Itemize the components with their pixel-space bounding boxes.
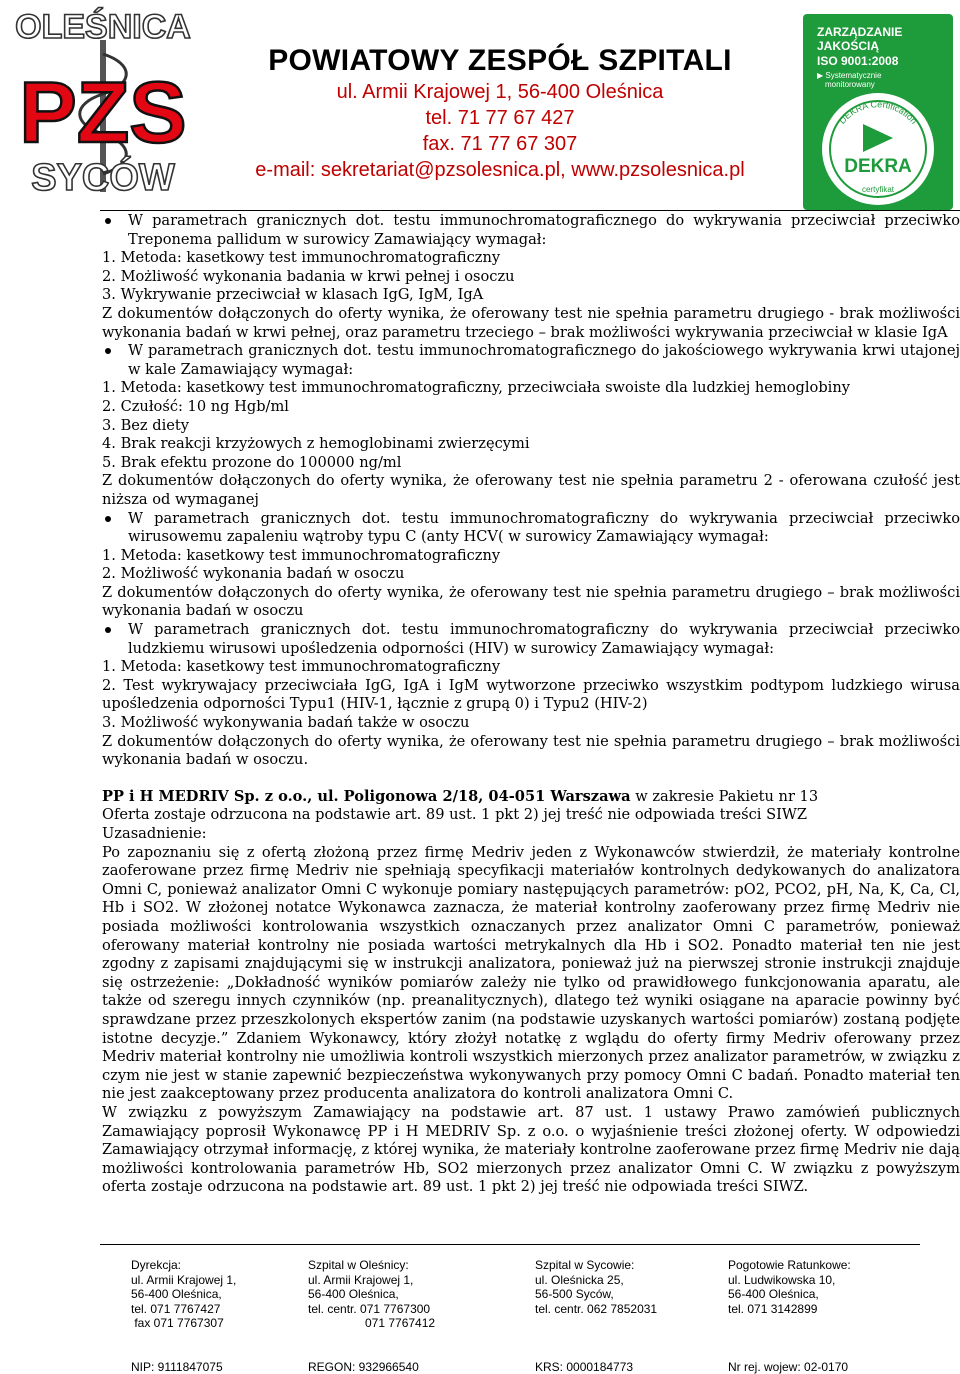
institution-address: ul. Armii Krajowej 1, 56-400 Oleśnica [336, 81, 664, 103]
body-paragraph: 3. Możliwość wykonywania badań także w osoczu [102, 714, 470, 732]
footer-line: fax 071 7767307 [131, 1316, 224, 1331]
body-paragraph: 2. Czułość: 10 ng Hgb/ml [102, 397, 289, 415]
institution-tel: tel. 71 77 67 427 [425, 107, 575, 129]
bullet-paragraph: W parametrach granicznych dot. testu immunochromatograficznego do jakościowego wykrywania krwi utajonej w kale Zamawiający wymagał: [102, 342, 960, 379]
body-paragraph: 1. Metoda: kasetkowy test immunochromatograficzny [102, 546, 501, 564]
body-paragraph: Z dokumentów dołączonych do oferty wynika, że oferowany test nie spełnia parametru drugiego – brak możliwości wykonania badań w osoczu. [102, 732, 960, 769]
footer-nr-rej: Nr rej. wojew: 02-0170 [728, 1360, 849, 1374]
dekra-brand: DEKRA [844, 156, 912, 177]
footer-line: 071 7767412 [365, 1316, 436, 1331]
footer-line: ul. Oleśnicka 25, [535, 1272, 624, 1287]
document-body [102, 212, 960, 1197]
body-paragraph: 4. Brak reakcji krzyżowych z hemoglobinami zwierzęcymi [102, 435, 530, 453]
bullet-paragraph: W parametrach granicznych dot. testu immunochromatograficzny do wykrywania przeciwciał przeciwko ludzkiemu wirusowi upośledzenia odporności (HIV) w surowicy Zamawiający wymagał: [102, 621, 960, 658]
iso-line3: ISO 9001:2008 [817, 54, 899, 68]
footer-line: 56-400 Oleśnica, [728, 1287, 819, 1302]
iso-line4: ▶ Systematycznie [817, 71, 882, 80]
footer-line: tel. 071 7767427 [131, 1301, 221, 1316]
iso-small-text: certyfikat [861, 185, 895, 194]
footer-dyrekcja [131, 1258, 236, 1331]
institution-name: POWIATOWY ZESPÓŁ SZPITALI [268, 44, 732, 77]
footer-szpital-sycow [535, 1258, 657, 1316]
body-paragraph: 2. Możliwość wykonania badań w osoczu [102, 565, 405, 583]
body-paragraph: 5. Brak efektu prozone do 100000 ng/ml [102, 453, 402, 471]
footer-line: ul. Armii Krajowej 1, [308, 1272, 414, 1287]
footer-line: tel. centr. 062 7852031 [535, 1301, 658, 1316]
paragraph-gap [102, 770, 960, 788]
institution-email: e-mail: sekretariat@pzsolesnica.pl, www.pzsolesnica.pl [255, 159, 745, 181]
body-paragraph: Po zapoznaniu się z ofertą złożoną przez firmę Medriv jeden z Wykonawców stwierdził, że materiały kontrolne zaoferowane przez firmę Medriv nie spełniają specyfikacji materiałów kontrolnych dedykowanych do analizatora Omni C, ponieważ analizator Omni C wykonuje pomiary następujących parametrów: pO2, PCO2, pH, Na, K, Ca, Cl, Hb i SO2. W złożonej notatce Wykonawca zaznacza, że materiał kontrolny zaoferowany przez firmę Medriv nie posiada możliwości kontrolowania wszystkich oznaczanych przez analizator Omni C parametrów, ponieważ oferowany materiał kontrolny nie posiada wartości metrykalnych dla Hb i SO2. Ponadto materiał ten nie jest zgodny z zapisami znajdującymi się w instrukcji analizatora, ponieważ już na pierwszej stronie instrukcji znajduje się ostrzeżenie: „Dokładność wyników pomiarów zależy nie tylko od prawidłowego funkcjonowania aparatu, ale także od szeregu innych czynników (np. preanalitycznych), dlatego też wyniki osiągane na aparacie powinny być sprawdzane przez przeszkolonych ekspertów zanim (na podstawie uzyskanych wartości pomiarów) zostaną podjęte istotne decyzje.” Zdaniem Wykonawcy, który złożył notatkę z wglądu do oferty firmy Medriv oferowany przez Medriv materiał kontrolny nie umożliwia kontroli wszystkich mierzonych przez analizator parametrów, w związku z czym nie jest w stanie zapewnić bezpieczeństwa wykonywanych przy pomocy Omni C badań. Ponadto materiał ten nie jest zaakceptowany przez producenta analizatora do kontroli analizatora Omni C. [102, 843, 960, 1103]
body-paragraph: W związku z powyższym Zamawiający na podstawie art. 87 ust. 1 ustawy Prawo zamówień publicznych Zamawiający poprosił Wykonawcę PP i H MEDRIV Sp. z o.o. o wyjaśnienie treści złożonej oferty. W odpowiedzi Zamawiający otrzymał informację, z której wynika, że materiały kontrolne zaoferowane przez firmę Medriv nie dają możliwości kontrolowania parametrów Hb, SO2 mierzonych przez analizator Omni C. W związku z powyższym oferta zostaje odrzucona na podstawie art. 89 ust. 1 pkt 2) jej treść nie odpowiada treści SIWZ. [102, 1103, 960, 1196]
footer-line: tel. centr. 071 7767300 [308, 1301, 431, 1316]
body-paragraph: Z dokumentów dołączonych do oferty wynika, że oferowany test nie spełnia parametru drugiego – brak możliwości wykonania badań w osoczu [102, 583, 960, 620]
footer-line: 56-400 Oleśnica, [131, 1287, 222, 1302]
body-paragraph: 2. Możliwość wykonania badania w krwi pełnej i osoczu [102, 267, 515, 285]
bullet-paragraph: W parametrach granicznych dot. testu immunochromatograficzny do wykrywania przeciwciał przeciwko wirusowemu zapaleniu wątroby typu C (anty HCV( w surowicy Zamawiający wymagał: [102, 510, 960, 547]
body-paragraph: 1. Metoda: kasetkowy test immunochromatograficzny [102, 658, 501, 676]
iso-certificate-logo [803, 14, 953, 210]
footer-divider [100, 1244, 920, 1245]
body-paragraph: 3. Bez diety [102, 416, 190, 434]
body-paragraph: Uzasadnienie: [102, 825, 207, 842]
body-paragraph: 1. Metoda: kasetkowy test immunochromatograficzny [102, 249, 501, 267]
footer-olesnica-title: Szpital w Oleśnicy: [308, 1258, 409, 1272]
logo-top-text: OLEŚNICA [15, 8, 191, 46]
body-paragraph [102, 788, 960, 807]
company-heading-suffix: w zakresie Pakietu nr 13 [630, 787, 819, 805]
footer-szpital-olesnica [308, 1258, 435, 1331]
iso-line2: JAKOŚCIĄ [817, 39, 880, 53]
footer-regon: REGON: 932966540 [308, 1360, 419, 1374]
pzs-logo [4, 4, 202, 198]
footer-sycow-title: Szpital w Sycowie: [535, 1258, 635, 1272]
header-divider [100, 210, 960, 211]
company-heading: PP i H MEDRIV Sp. z o.o., ul. Poligonowa 2/18, 04-051 Warszawa [102, 787, 631, 805]
footer-line: ul. Ludwikowska 10, [728, 1272, 836, 1287]
body-paragraph: Z dokumentów dołączonych do oferty wynika, że oferowany test nie spełnia parametru 2 - oferowana czułość jest niższa od wymaganej [102, 472, 960, 508]
footer-line: tel. 071 3142899 [728, 1301, 818, 1316]
footer-line: 56-500 Syców, [535, 1287, 614, 1302]
body-paragraph: Z dokumentów dołączonych do oferty wynika, że oferowany test nie spełnia parametru drugiego - brak możliwości wykonania badań w krwi pełnej, oraz parametru trzeciego – brak możliwości wykrywania przeciwciał w klasie IgA [102, 304, 960, 341]
bullet-paragraph: W parametrach granicznych dot. testu immunochromatograficznego do wykrywania przeciwciał przeciwko Treponema pallidum w surowicy Zamawiający wymagał: [102, 212, 960, 249]
iso-line1: ZARZĄDZANIE [817, 25, 903, 39]
institution-fax: fax. 71 77 67 307 [422, 133, 578, 155]
footer-pogotowie [728, 1258, 851, 1316]
body-paragraph: 3. Wykrywanie przeciwciał w klasach IgG, IgM, IgA [102, 286, 484, 304]
footer-line: ul. Armii Krajowej 1, [131, 1272, 237, 1287]
body-paragraph: 2. Test wykrywajacy przeciwciała IgG, IgA i IgM wytworzone przeciwko wszystkim podtypom ludzkiego wirusa upośledzenia odporności Typu1 (HIV-1, łącznie z grupą 0) i Typu2 (HIV-2) [102, 676, 960, 713]
body-paragraph: Oferta zostaje odrzucona na podstawie art. 89 ust. 1 pkt 2) jej treść nie odpowiada treści SIWZ [102, 806, 807, 824]
footer-pogotowie-title: Pogotowie Ratunkowe: [728, 1258, 851, 1272]
iso-arc-text: DEKRA Certification [836, 99, 920, 126]
logo-bottom-text: SYCÓW [31, 157, 175, 198]
footer-nip: NIP: 9111847075 [131, 1360, 223, 1374]
footer-line: 56-400 Oleśnica, [308, 1287, 399, 1302]
body-paragraph: 1. Metoda: kasetkowy test immunochromatograficzny, przeciwciała swoiste dla ludzkiej hemoglobiny [102, 379, 850, 397]
footer-dyrekcja-title: Dyrekcja: [131, 1258, 182, 1272]
logo-center-text: PZS [19, 65, 187, 161]
iso-line5: monitorowany [825, 80, 875, 89]
footer-krs: KRS: 0000184773 [535, 1360, 634, 1374]
